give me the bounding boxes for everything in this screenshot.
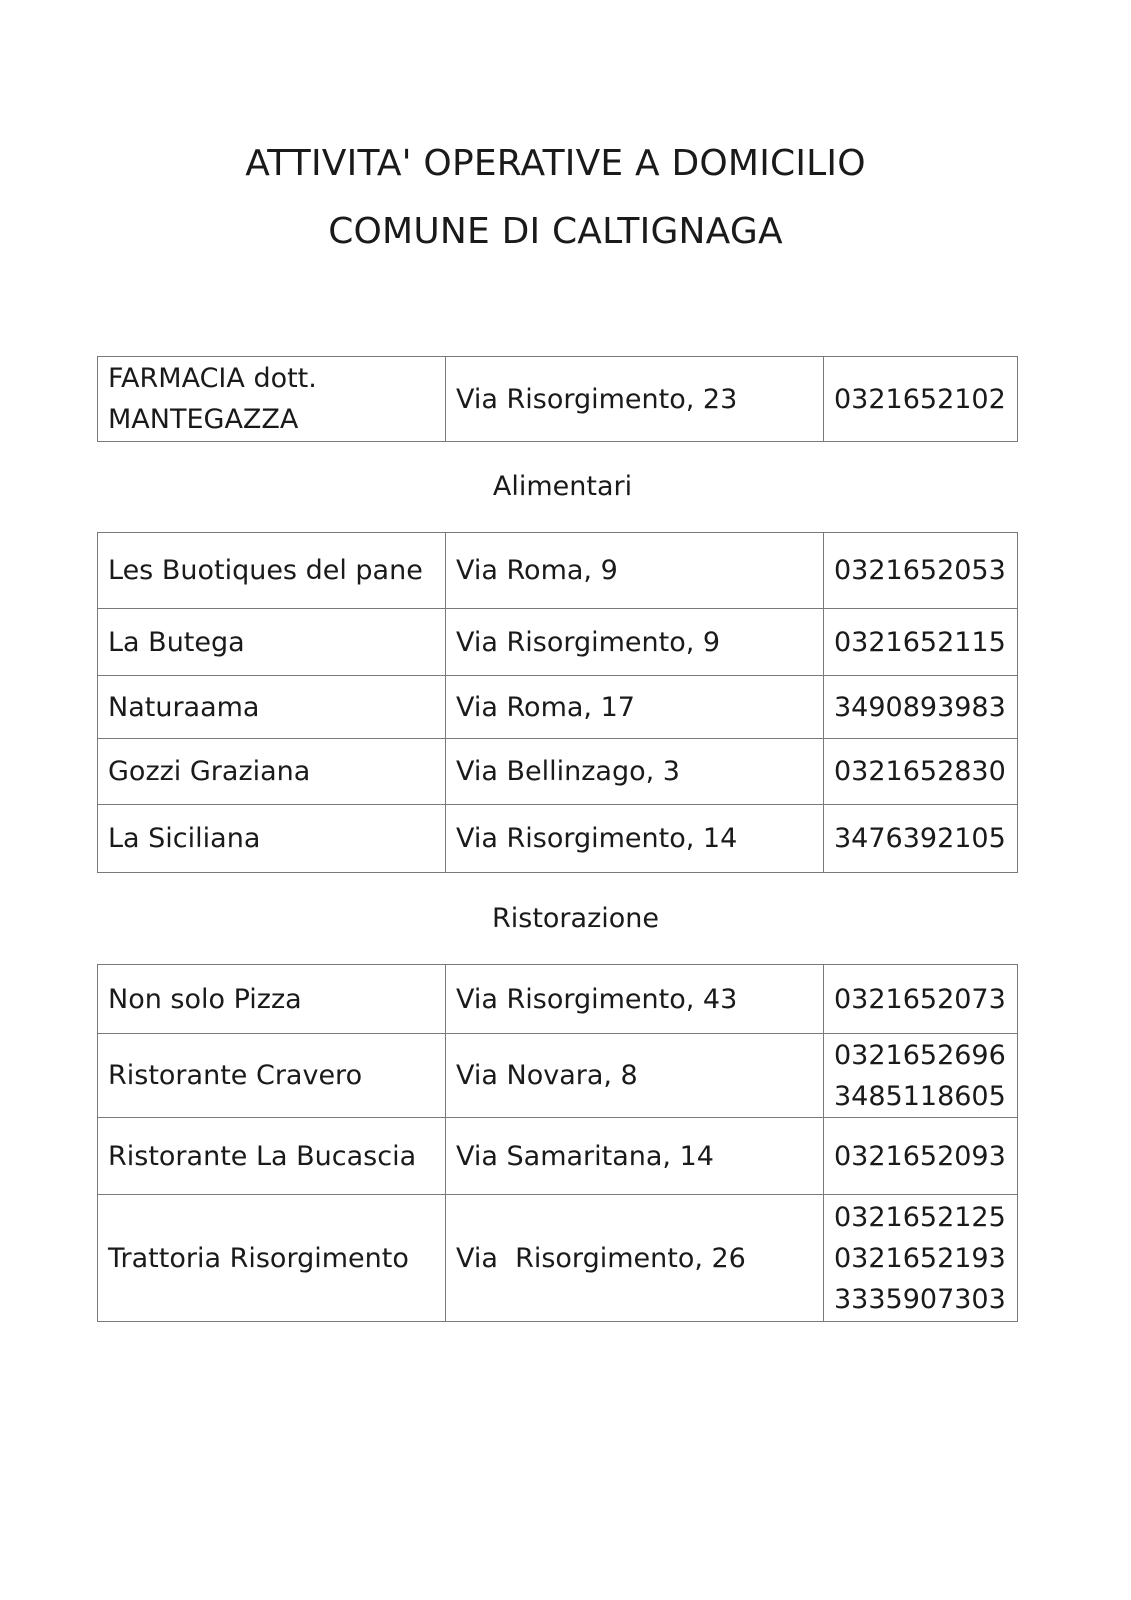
table-row [98, 739, 1018, 805]
table-row [98, 965, 1018, 1034]
business-name-cell: Naturaama [98, 676, 446, 739]
phone-number: 3335907303 [834, 1283, 1006, 1315]
alimentari-table [97, 532, 1018, 873]
business-name-cell: Les Buotiques del pane [98, 533, 446, 609]
address-cell: Via Bellinzago, 3 [446, 739, 824, 805]
section-heading-ristorazione: Ristorazione [492, 903, 659, 934]
table-row [98, 676, 1018, 739]
business-name: MANTEGAZZA [108, 404, 299, 435]
address-cell: Via Samaritana, 14 [446, 1118, 824, 1195]
address-cell: Via Roma, 17 [446, 676, 824, 739]
business-name-cell [98, 357, 446, 442]
page-title-line-1: ATTIVITA' OPERATIVE A DOMICILIO [245, 143, 866, 184]
phone-cell: 0321652830 [824, 739, 1018, 805]
phone-cell [824, 1034, 1018, 1118]
table-row [98, 533, 1018, 609]
phone-number: 3485118605 [834, 1080, 1006, 1112]
phone-number: 0321652125 [834, 1201, 1006, 1233]
phone-cell: 0321652115 [824, 609, 1018, 676]
phone-cell: 3490893983 [824, 676, 1018, 739]
address-cell: Via Roma, 9 [446, 533, 824, 609]
address-cell: Via Novara, 8 [446, 1034, 824, 1118]
address-cell: Via Risorgimento, 43 [446, 965, 824, 1034]
phone-cell: 0321652073 [824, 965, 1018, 1034]
phone-cell: 3476392105 [824, 805, 1018, 873]
ristorazione-table [97, 964, 1018, 1322]
business-name-cell: Non solo Pizza [98, 965, 446, 1034]
phone-number: 0321652696 [834, 1039, 1006, 1071]
address-cell: Via Risorgimento, 14 [446, 805, 824, 873]
business-name: FARMACIA dott. [108, 363, 317, 394]
business-name-cell: La Butega [98, 609, 446, 676]
table-row [98, 609, 1018, 676]
table-row [98, 1195, 1018, 1322]
table-row [98, 805, 1018, 873]
phone-cell: 0321652053 [824, 533, 1018, 609]
business-name-cell: Ristorante La Bucascia [98, 1118, 446, 1195]
table-row [98, 1034, 1018, 1118]
pharmacy-table [97, 356, 1018, 442]
phone-number: 0321652102 [834, 383, 1006, 415]
phone-number: 0321652193 [834, 1242, 1006, 1274]
page-title-line-2: COMUNE DI CALTIGNAGA [328, 211, 783, 252]
business-name-cell: Ristorante Cravero [98, 1034, 446, 1118]
table-row [98, 1118, 1018, 1195]
business-name-cell: La Siciliana [98, 805, 446, 873]
table-row [98, 357, 1018, 442]
address-cell: Via Risorgimento, 9 [446, 609, 824, 676]
address-cell: Via Risorgimento, 26 [446, 1195, 824, 1322]
phone-cell: 0321652093 [824, 1118, 1018, 1195]
address-cell: Via Risorgimento, 23 [446, 357, 824, 442]
business-name-cell: Trattoria Risorgimento [98, 1195, 446, 1322]
phone-cell [824, 1195, 1018, 1322]
business-name-cell: Gozzi Graziana [98, 739, 446, 805]
section-heading-alimentari: Alimentari [492, 471, 633, 502]
phone-cell [824, 357, 1018, 442]
